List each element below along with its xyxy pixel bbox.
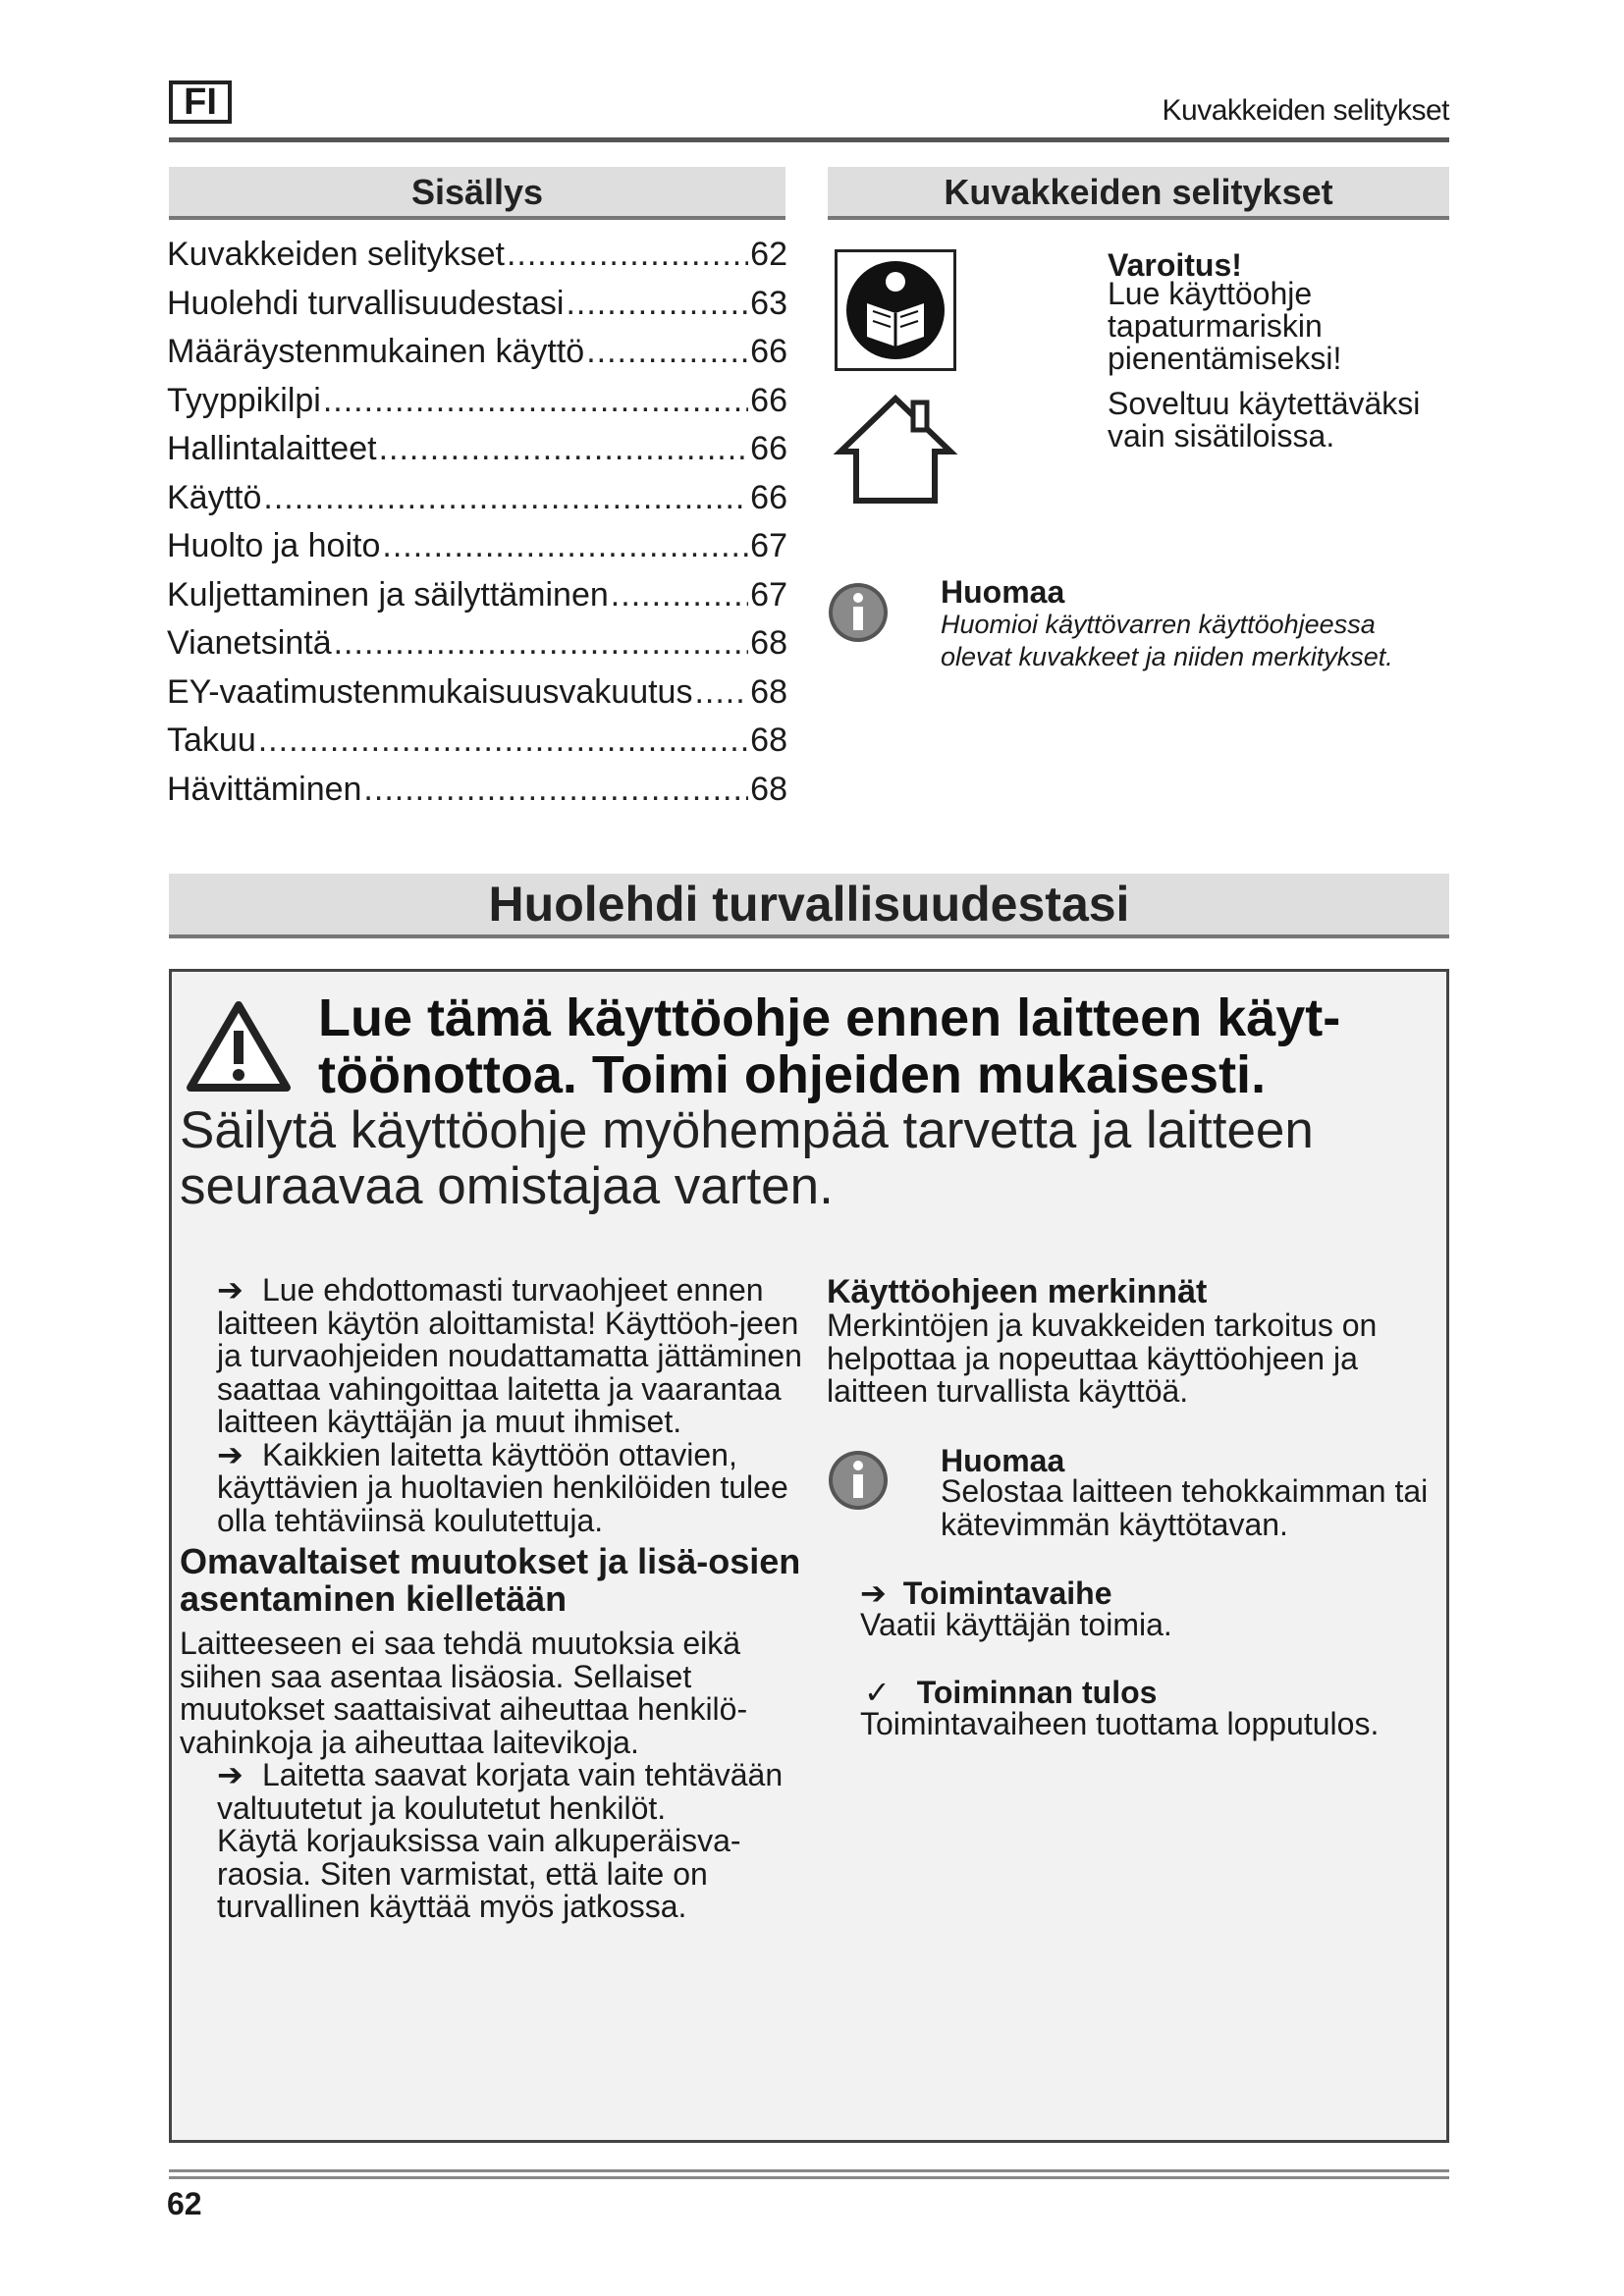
toc-entry[interactable]: [167, 624, 787, 673]
warning-triangle-icon: [185, 999, 293, 1095]
toc-entry[interactable]: [167, 236, 787, 285]
arrow-icon: ➔: [860, 1575, 887, 1611]
toc-leader: [507, 236, 748, 274]
bullet-read-instructions: [180, 1274, 818, 1439]
info-icon: [827, 581, 890, 644]
toc-heading: Sisällys: [169, 167, 785, 220]
language-badge: FI: [169, 80, 232, 124]
note-text: Selostaa laitteen tehokkaimman tai kätevimmän käyttötavan.: [941, 1473, 1429, 1542]
toc-leader: [323, 382, 748, 420]
toc-entry[interactable]: [167, 430, 787, 479]
table-of-contents: [167, 236, 787, 819]
warning-text: Lue käyttöohje tapaturmariskin pienentämiseksi!: [1108, 276, 1342, 376]
result-text: Toimintavaiheen tuottama lopputulos.: [860, 1706, 1380, 1741]
toc-entry-title: Huolehdi turvallisuudestasi: [167, 284, 565, 322]
toc-entry-title: Huolto ja hoito: [167, 527, 381, 564]
toc-entry[interactable]: [167, 576, 787, 625]
toc-leader: [334, 624, 749, 663]
bullet-repair: [180, 1759, 818, 1825]
indoor-use-text: Soveltuu käytettäväksi vain sisätiloissa.: [1108, 386, 1421, 454]
step-text: Vaatii käyttäjän toimia.: [860, 1607, 1172, 1642]
toc-entry[interactable]: [167, 721, 787, 771]
toc-leader: [263, 479, 748, 517]
bullet-text: Kaikkien laitetta käyttöön ottavien, käyttävien ja huoltavien henkilöiden tulee olla tehtäviinsä koulutettuja.: [217, 1436, 788, 1538]
toc-entry[interactable]: [167, 333, 787, 382]
safety-main-instruction: Lue tämä käyttöohje ennen laitteen käyt-töönottoa. Toimi ohjeiden mukaisesti.: [318, 988, 1341, 1104]
footer-divider: [169, 2176, 1449, 2179]
toc-entry-title: Määräystenmukainen käyttö: [167, 333, 585, 370]
markings-text: Merkintöjen ja kuvakkeiden tarkoitus on helpottaa ja nopeuttaa käyttöohjeen ja laitteen turvallista käyttöä.: [827, 1308, 1378, 1409]
toc-leader: [586, 333, 748, 371]
bullet-training: [180, 1436, 818, 1538]
toc-entry-title: Tyyppikilpi: [167, 381, 321, 419]
toc-entry-title: Hävittäminen: [167, 770, 362, 808]
checkmark-icon: ✓: [864, 1675, 891, 1710]
repair-parts-text: Käytä korjauksissa vain alkuperäisva-raosia. Siten varmistat, että laite on turvallinen käyttää myös jatkossa.: [217, 1823, 741, 1924]
toc-entry[interactable]: [167, 527, 787, 576]
safety-right-column: [827, 1274, 1435, 1409]
arrow-icon: ➔: [217, 1272, 244, 1308]
note-title: Huomaa: [941, 574, 1065, 610]
toc-entry-title: Kuvakkeiden selitykset: [167, 236, 505, 273]
read-manual-icon: [835, 249, 956, 371]
running-header-title: Kuvakkeiden selitykset: [1162, 94, 1449, 127]
toc-entry[interactable]: [167, 382, 787, 431]
toc-entry-page: 68: [750, 672, 787, 711]
bullet-text: Lue ehdottomasti turvaohjeet ennen laitteen käytön aloittamista! Käyttöoh-jeen ja turvaohjeiden noudattamatta jättäminen saattaa vahingoittaa laitetta ja vaarantaa laitteen käyttäjän ja muut ihmiset.: [217, 1272, 802, 1439]
icons-heading: Kuvakkeiden selitykset: [828, 167, 1449, 220]
toc-entry-page: 68: [750, 770, 787, 808]
toc-entry-page: 63: [750, 284, 787, 322]
toc-entry-title: Hallintalaitteet: [167, 430, 377, 467]
toc-entry-page: 68: [750, 624, 787, 662]
info-icon: [827, 1449, 890, 1512]
markings-heading: Käyttöohjeen merkinnät: [827, 1273, 1208, 1310]
safety-heading: Huolehdi turvallisuudestasi: [169, 874, 1449, 938]
toc-entry-title: Takuu: [167, 721, 256, 759]
toc-entry-title: EY-vaatimustenmukaisuusvakuutus: [167, 672, 693, 711]
result-title: Toiminnan tulos: [916, 1675, 1158, 1710]
header-divider: [169, 137, 1449, 142]
toc-entry[interactable]: [167, 285, 787, 334]
toc-entry-page: 68: [750, 721, 787, 759]
toc-leader: [611, 576, 748, 614]
toc-leader: [694, 673, 748, 712]
toc-entry-page: 66: [750, 430, 787, 467]
arrow-icon: ➔: [217, 1757, 244, 1792]
toc-entry-page: 66: [750, 333, 787, 370]
toc-leader: [379, 430, 749, 468]
toc-leader: [363, 771, 748, 809]
toc-entry[interactable]: [167, 673, 787, 722]
toc-entry-page: 67: [750, 575, 787, 614]
warning-title: Varoitus!: [1108, 247, 1242, 283]
toc-entry[interactable]: [167, 479, 787, 528]
step-title: Toimintavaihe: [902, 1575, 1112, 1611]
arrow-icon: ➔: [217, 1436, 244, 1472]
toc-entry-page: 66: [750, 478, 787, 516]
page-number: 62: [167, 2186, 202, 2221]
modifications-heading: Omavaltaiset muutokset ja lisä-osien asentaminen kielletään: [180, 1541, 801, 1619]
toc-entry-page: 67: [750, 527, 787, 564]
toc-leader: [382, 527, 748, 565]
note-text: Huomioi käyttövarren käyttöohjeessa olevat kuvakkeet ja niiden merkitykset.: [941, 610, 1393, 671]
modifications-text: Laitteeseen ei saa tehdä muutoksia eikä siihen saa asentaa lisäosia. Sellaiset muutokset saattaisivat aiheuttaa henkilö-vahinkoja ja aiheuttaa laitevikoja.: [180, 1626, 748, 1760]
toc-entry-title: Vianetsintä: [167, 624, 332, 662]
bullet-text: Laitetta saavat korjata vain tehtävään valtuutetut ja koulutetut henkilöt.: [217, 1757, 784, 1826]
toc-entry-title: Kuljettaminen ja säilyttäminen: [167, 575, 609, 614]
note-title: Huomaa: [941, 1443, 1065, 1478]
toc-entry-page: 62: [750, 236, 787, 273]
toc-leader: [258, 721, 748, 760]
footer-divider: [169, 2169, 1449, 2172]
toc-entry-title: Käyttö: [167, 478, 262, 516]
safety-keep-manual: Säilytä käyttöohje myöhempää tarvetta ja laitteen seuraavaa omistajaa varten.: [180, 1101, 1314, 1215]
indoor-use-icon: [833, 391, 958, 507]
toc-entry[interactable]: [167, 771, 787, 820]
safety-left-column: [180, 1274, 818, 1924]
toc-leader: [566, 285, 748, 323]
toc-entry-page: 66: [750, 381, 787, 419]
